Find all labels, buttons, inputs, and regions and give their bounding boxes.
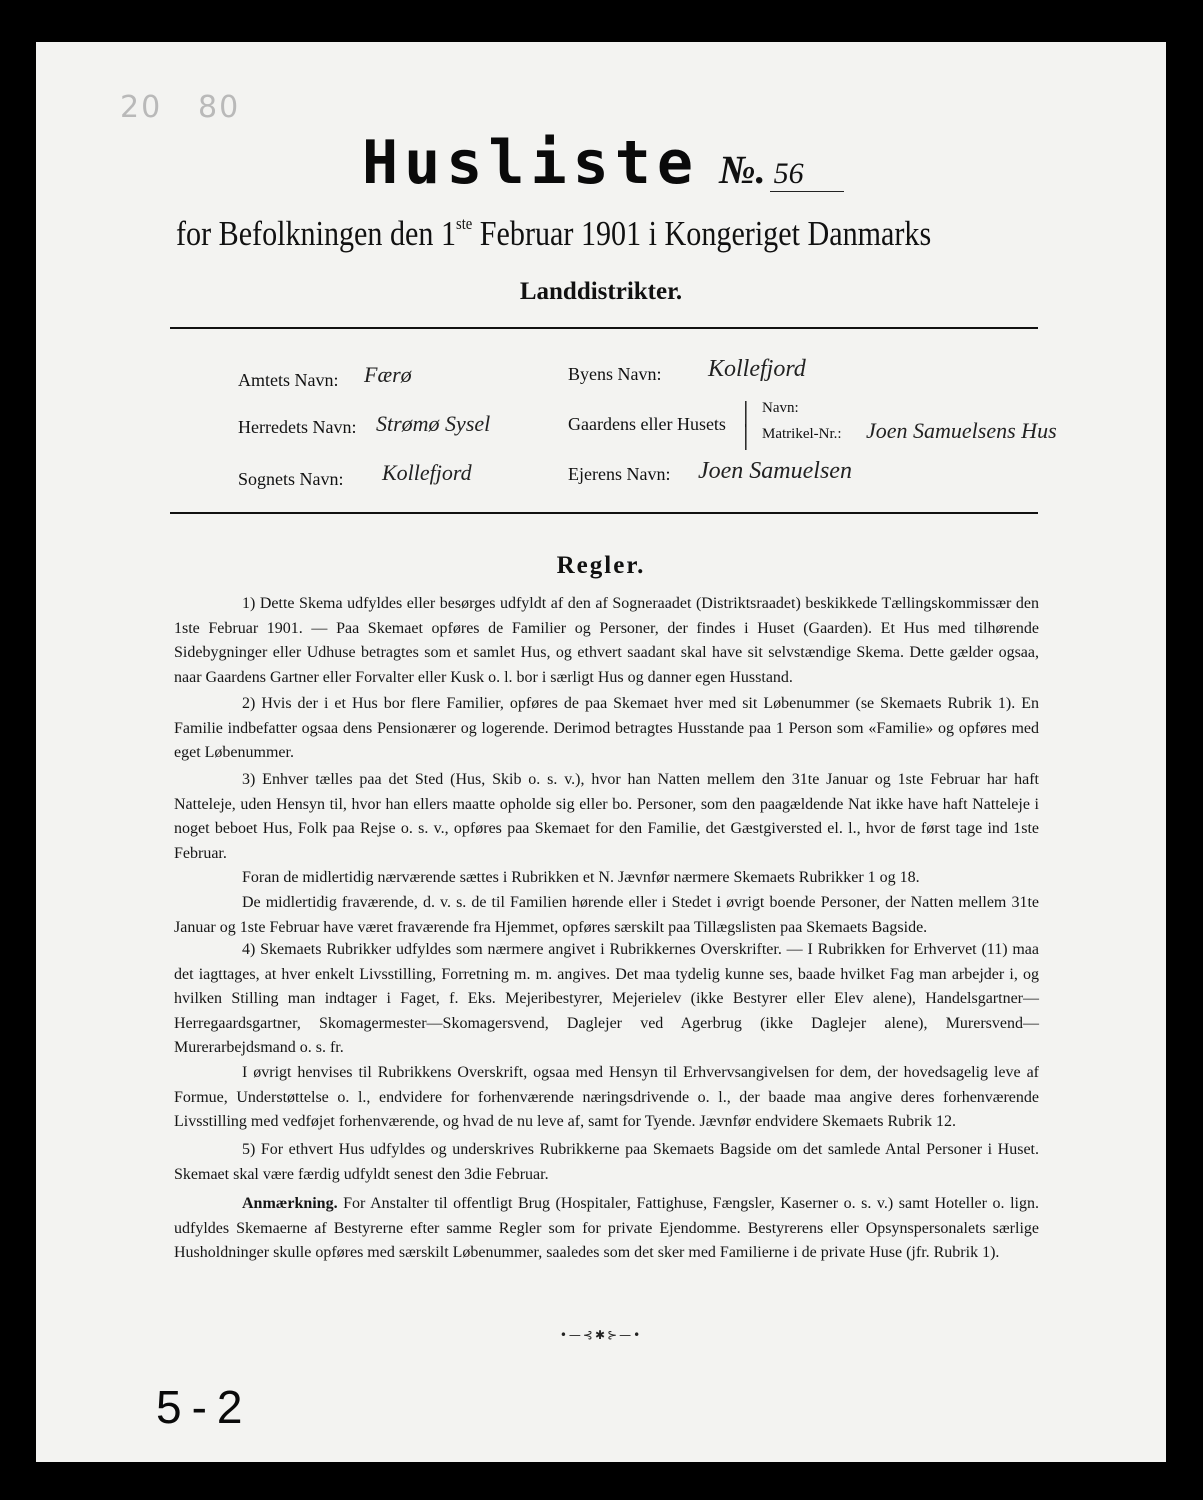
by-value: Kollefjord [708,356,806,382]
rule-4-text-b: I øvrigt henvises til Rubrikkens Overskrift, ogsaa med Hensyn til Erhvervsangivelsen for dem, der hovedsagelig leve af Formue, Understøttelse o. l., endvidere for forhenværende næringsdrivende o. l., der baade maa angive deres forhenværende Livsstilling med vedføjet forhenværende, og hvad de nu leve af, samt for Tyende. Jævnfør endvidere Skemaets Rubrik 12. [174,1063,1039,1131]
subtitle-sup: ste [456,214,473,233]
gaard-label: Gaardens eller Husets [568,414,726,434]
rule-3 [174,768,1039,940]
by-label: Byens Navn: [568,364,662,384]
matrikel-sub-label: Matrikel-Nr.: [762,426,842,442]
ornament-divider: •—⊰✱⊱—• [559,1328,643,1342]
sogn-value: Kollefjord [382,460,472,485]
herred-label: Herredets Navn: [238,417,357,437]
corner-mark-first: 20 [120,90,163,125]
rule-1-text: 1) Dette Skema udfyldes eller besørges udfyldt af den af Sogneraadet (Distriktsraadet) beskikkede Tællingskommissær den 1ste Februar 1901. — Paa Skemaet opføres de Familier og Personer, der findes i Huset (Gaarden). Et Hus med tilhørende Sidebygninger eller Udhuse betragtes som et samlet Hus, og ethvert saadant skal have sit selvstændige Skema. Dette gælder ogsaa, naar Gaardens Gartner eller Forvalter eller Kusk o. l. bor i særligt Hus og danner egen Husstand. [174,595,1039,686]
navn-sub-label: Navn: [762,400,799,416]
rule-3-text-c: De midlertidig fraværende, d. v. s. de til Familien hørende eller i Stedet i øvrigt boende Personer, der Natten mellem 31te Januar og 1ste Februar have været fraværende fra Hjemmet, opføres særskilt paa Tillægslisten paa Skemaets Bagside. [174,893,1039,936]
title-main: Husliste [362,128,699,198]
amt-value: Færø [364,362,412,387]
rule-2-text: 2) Hvis der i et Hus bor flere Familier, opføres de paa Skemaet hver med sit Løbenummer (se Skemaets Rubrik 1). En Familie indbefatter ogsaa dens Pensionærer og logerende. Derimod betragtes Husstande paa 1 Person som «Familie» og opføres med eget Løbenummer. [174,695,1039,762]
gaard-value: Joen Samuelsens Hus [866,418,1057,443]
sogn-label: Sognets Navn: [238,469,344,489]
amt-label: Amtets Navn: [238,370,339,390]
herred-value: Strømø Sysel [376,411,491,436]
rule-5-text: 5) For ethvert Hus udfyldes og underskrives Rubrikkerne paa Skemaets Bagside om det samlede Antal Personer i Huset. Skemaet skal være færdig udfyldt senest den 3die Februar. [174,1141,1039,1183]
top-rule [170,327,1038,329]
rule-4 [174,938,1039,1135]
title-number-value: 56 [770,157,844,192]
ejer-value: Joen Samuelsen [698,458,852,484]
district-heading: Landdistrikter. [519,278,683,305]
form-subtitle [176,214,932,254]
rule-5 [174,1138,1039,1187]
field-brace-bottom: | [743,420,749,451]
rules-heading: Regler. [556,552,646,579]
subtitle-before: for Befolkningen den 1 [176,214,457,253]
note-label: Anmærkning. [242,1195,338,1212]
field-brace-top: | [743,397,749,428]
bottom-handwritten-number: 5-2 [156,1381,253,1433]
note [174,1192,1039,1266]
rule-2 [174,692,1039,766]
middle-rule [170,512,1038,514]
title-number-label: №. [718,147,766,192]
rule-4-text-a: 4) Skemaets Rubrikker udfyldes som nærmere angivet i Rubrikkernes Overskrifter. — I Rubrikken for Erhvervet (11) maa det iagttages, at hver enkelt Livsstilling, Forretning m. m. angives. Det maa tydelig kunne ses, baade hvilket Fag man arbejder i, og hvilken Stilling man indtager i Faget, f. Eks. Mejeribestyrer, Mejerielev (ikke Bestyrer eller Elev alene), Handelsgartner—Herregaardsgartner, Skomagermester—Skomagersvend, Daglejer ved Agerbrug (ikke Daglejer alene), Murersvend—Murerarbejdsmand o. s. fr. [174,941,1039,1057]
census-form-sheet [36,42,1166,1462]
rule-1 [174,592,1039,690]
subtitle-after: Februar 1901 i Kongeriget Danmarks [472,214,932,253]
ejer-label: Ejerens Navn: [568,464,671,484]
corner-mark-second: 80 [198,90,241,125]
note-text: For Anstalter til offentligt Brug (Hospitaler, Fattighuse, Fængsler, Kaserner o. s. v.) samt Hoteller o. lign. udfyldes Skemaerne af Bestyrerne efter samme Regler som for private Ejendomme. Bestyrerens eller Opsynspersonalets særlige Husholdninger skulle opføres med særskilt Løbenummer, saaledes som det sker med Familierne i de private Huse (jfr. Rubrik 1). [174,1195,1040,1262]
rule-3-text-a: 3) Enhver tælles paa det Sted (Hus, Skib o. s. v.), hvor han Natten mellem den 31te Januar og 1ste Februar har haft Natteleje, uden Hensyn til, hvor han ellers maatte opholde sig eller bo. Personer, som den paagældende Nat ikke have haft Natteleje i noget beboet Hus, Folk paa Rejse o. s. v., opføres paa Skemaet for den Familie, det Gæstgiversted el. l., hvor de først tage ind 1ste Februar. [174,771,1039,862]
rule-3-text-b: Foran de midlertidig nærværende sættes i Rubrikken et N. Jævnfør nærmere Skemaets Rubrikker 1 og 18. [242,869,920,887]
form-title [362,128,844,198]
